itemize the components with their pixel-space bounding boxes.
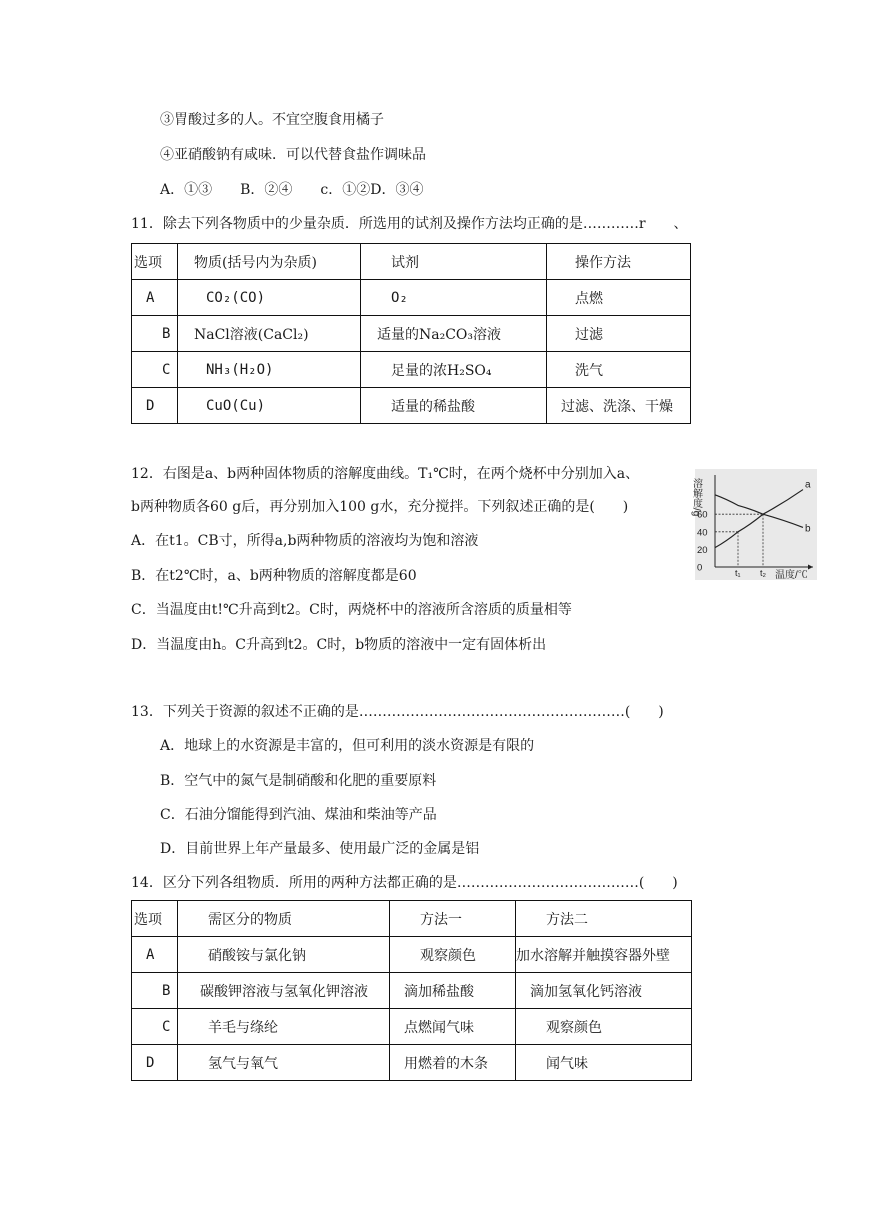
header-cell: 物质(括号内为杂质) <box>178 244 361 280</box>
substances-cell: 羊毛与绦纶 <box>178 1009 390 1045</box>
reagent-cell: 适量的稀盐酸 <box>361 388 547 424</box>
method-two-cell: 加水溶解并触摸容器外壁 <box>516 937 692 973</box>
q10-item-4: ④亚硝酸钠有咸味．可以代替食盐作调味品 <box>160 147 426 163</box>
method-cell: 洗气 <box>547 352 691 388</box>
reagent-cell: 足量的浓H₂SO₄ <box>361 352 547 388</box>
substance-cell: CO₂(CO) <box>178 280 361 316</box>
table-row <box>132 280 691 316</box>
method-one-cell: 观察颜色 <box>390 937 516 973</box>
q12-option-c: C．当温度由t!℃升高到t2。C时，两烧杯中的溶液所含溶质的质量相等 <box>131 602 572 618</box>
x-axis-arrow <box>808 565 813 570</box>
series-b-label: b <box>805 523 811 535</box>
q12-stem-line-2: b两种物质各60 g后，再分别加入100 g水，充分搅拌。下列叙述正确的是( ) <box>131 499 629 515</box>
header-cell: 方法一 <box>390 901 516 937</box>
substances-cell: 硝酸铵与氯化钠 <box>178 937 390 973</box>
series-b-curve <box>715 495 803 528</box>
y-tick-label: 60 <box>697 509 708 521</box>
x-tick-label: t₂ <box>760 568 766 578</box>
table-header-row <box>132 901 692 937</box>
method-cell: 过滤、洗涤、干燥 <box>547 388 691 424</box>
option-cell: D <box>132 388 178 424</box>
option-cell: D <box>132 1045 178 1081</box>
substances-cell: 碳酸钾溶液与氢氧化钾溶液 <box>178 973 390 1009</box>
substance-cell: CuO(Cu) <box>178 388 361 424</box>
option-cell: C <box>132 1009 178 1045</box>
x-tick-label: t₁ <box>735 568 741 578</box>
q10-choices: A．①③ B．②④ c．①②D．③④ <box>160 182 424 198</box>
q13-stem: 13．下列关于资源的叙述不正确的是…………………………………………………( ) <box>131 704 664 720</box>
table-row <box>132 973 692 1009</box>
header-cell: 选项 <box>132 244 178 280</box>
solubility-chart-svg <box>690 469 817 581</box>
q14-table <box>131 900 692 1081</box>
q10-item-3: ③胃酸过多的人。不宜空腹食用橘子 <box>160 112 384 128</box>
q12-option-d: D．当温度由h。C升高到t2。C时，b物质的溶液中一定有固体析出 <box>131 637 547 653</box>
q11-stem: 11．除去下列各物质中的少量杂质．所选用的试剂及操作方法均正确的是…………r 、 <box>131 216 688 232</box>
method-one-cell: 滴加稀盐酸 <box>390 973 516 1009</box>
table-row <box>132 352 691 388</box>
method-two-cell: 观察颜色 <box>516 1009 692 1045</box>
method-two-cell: 闻气味 <box>516 1045 692 1081</box>
q13-option-b: B．空气中的氮气是制硝酸和化肥的重要原料 <box>160 773 437 789</box>
q13-option-d: D．目前世界上年产量最多、使用最广泛的金属是铝 <box>160 841 480 857</box>
q11-table <box>131 243 691 424</box>
y-tick-label: 0 <box>697 562 703 574</box>
option-cell: B <box>132 316 178 352</box>
table-row <box>132 937 692 973</box>
reagent-cell: 适量的Na₂CO₃溶液 <box>361 316 547 352</box>
header-cell: 方法二 <box>516 901 692 937</box>
header-cell: 需区分的物质 <box>178 901 390 937</box>
table-row <box>132 1045 692 1081</box>
option-cell: B <box>132 973 178 1009</box>
header-cell: 操作方法 <box>547 244 691 280</box>
substance-cell: NaCl溶液(CaCl₂) <box>178 316 361 352</box>
q14-stem: 14．区分下列各组物质．所用的两种方法都正确的是…………………………………( ) <box>131 875 678 891</box>
q12-stem-line-1: 12．右图是a、b两种固体物质的溶解度曲线。T₁℃时，在两个烧杯中分别加入a、 <box>131 466 640 482</box>
option-cell: A <box>132 280 178 316</box>
option-cell: A <box>132 937 178 973</box>
header-cell: 选项 <box>132 901 178 937</box>
q12-option-a: A．在t1。CB寸，所得a,b两种物质的溶液均为饱和溶液 <box>131 533 479 549</box>
y-tick-label: 20 <box>697 544 708 556</box>
q13-option-a: A．地球上的水资源是丰富的，但可利用的淡水资源是有限的 <box>160 738 535 754</box>
table-row <box>132 316 691 352</box>
table-row <box>132 388 691 424</box>
series-a-curve <box>715 490 803 548</box>
method-two-cell: 滴加氢氧化钙溶液 <box>516 973 692 1009</box>
q13-option-c: C．石油分馏能得到汽油、煤油和柴油等产品 <box>160 807 437 823</box>
q12-option-b: B．在t2℃时，a、b两种物质的溶解度都是60 <box>131 568 417 584</box>
method-cell: 过滤 <box>547 316 691 352</box>
method-one-cell: 用燃着的木条 <box>390 1045 516 1081</box>
method-cell: 点燃 <box>547 280 691 316</box>
method-one-cell: 点燃闻气味 <box>390 1009 516 1045</box>
substance-cell: NH₃(H₂O) <box>178 352 361 388</box>
substances-cell: 氢气与氧气 <box>178 1045 390 1081</box>
header-cell: 试剂 <box>361 244 547 280</box>
y-axis-label: 溶解度/g <box>690 478 702 517</box>
x-axis-label: 温度/℃ <box>775 570 808 581</box>
solubility-chart <box>690 469 817 581</box>
y-tick-label: 40 <box>697 527 708 539</box>
reagent-cell: O₂ <box>361 280 547 316</box>
table-header-row <box>132 244 691 280</box>
table-row <box>132 1009 692 1045</box>
series-a-label: a <box>805 479 811 491</box>
option-cell: C <box>132 352 178 388</box>
